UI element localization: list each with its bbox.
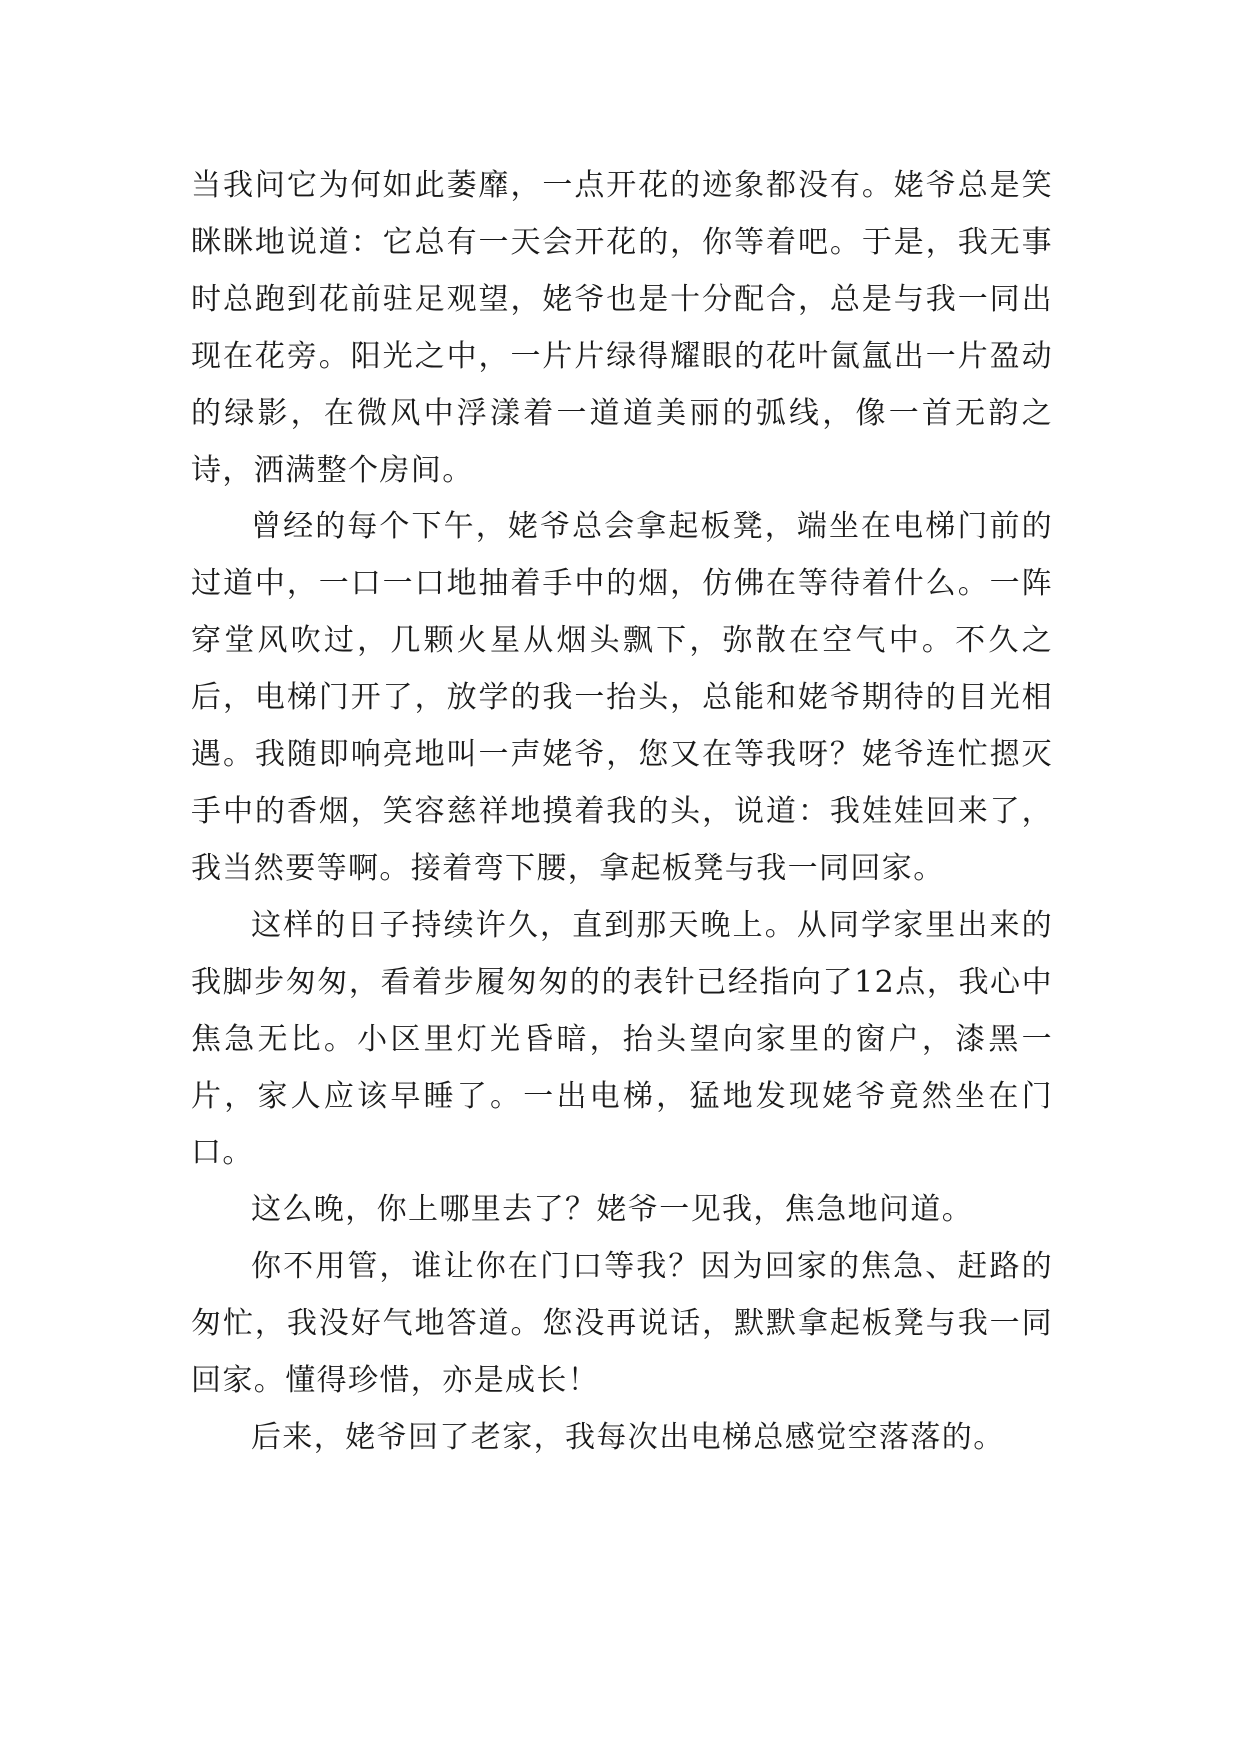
paragraph-2: 曾经的每个下午，姥爷总会拿起板凳，端坐在电梯门前的过道中，一口一口地抽着手中的烟，仿佛在等待着什么。一阵穿堂风吹过，几颗火星从烟头飘下，弥散在空气中。不久之后，电梯门开了，放学的我一抬头，总能和姥爷期待的目光相遇。我随即响亮地叫一声姥爷，您又在等我呀？姥爷连忙摁灭手中的香烟，笑容慈祥地摸着我的头，说道：我娃娃回来了，我当然要等啊。接着弯下腰，拿起板凳与我一同回家。: [191, 509, 1053, 886]
paragraph-5: 你不用管，谁让你在门口等我？因为回家的焦急、赶路的匆忙，我没好气地答道。您没再说话，默默拿起板凳与我一同回家。懂得珍惜，亦是成长！: [191, 1249, 1053, 1399]
paragraph-6: 后来，姥爷回了老家，我每次出电梯总感觉空落落的。: [251, 1419, 1005, 1455]
paragraph-1: 当我问它为何如此萎靡，一点开花的迹象都没有。姥爷总是笑眯眯地说道：它总有一天会开花的，你等着吧。于是，我无事时总跑到花前驻足观望，姥爷也是十分配合，总是与我一同出现在花旁。阳光之中，一片片绿得耀眼的花叶氤氲出一片盈动的绿影，在微风中浮漾着一道道美丽的弧线，像一首无韵之诗，洒满整个房间。: [191, 168, 1053, 488]
paragraph-4: 这么晚，你上哪里去了？姥爷一见我，焦急地问道。: [251, 1192, 974, 1228]
paragraph-3: 这样的日子持续许久，直到那天晚上。从同学家里出来的我脚步匆匆，看着步履匆匆的的表针已经指向了12点，我心中焦急无比。小区里灯光昏暗，抬头望向家里的窗户，漆黑一片，家人应该早睡了。一出电梯，猛地发现姥爷竟然坐在门口。: [191, 907, 1053, 1171]
article-body: [191, 158, 1053, 1467]
